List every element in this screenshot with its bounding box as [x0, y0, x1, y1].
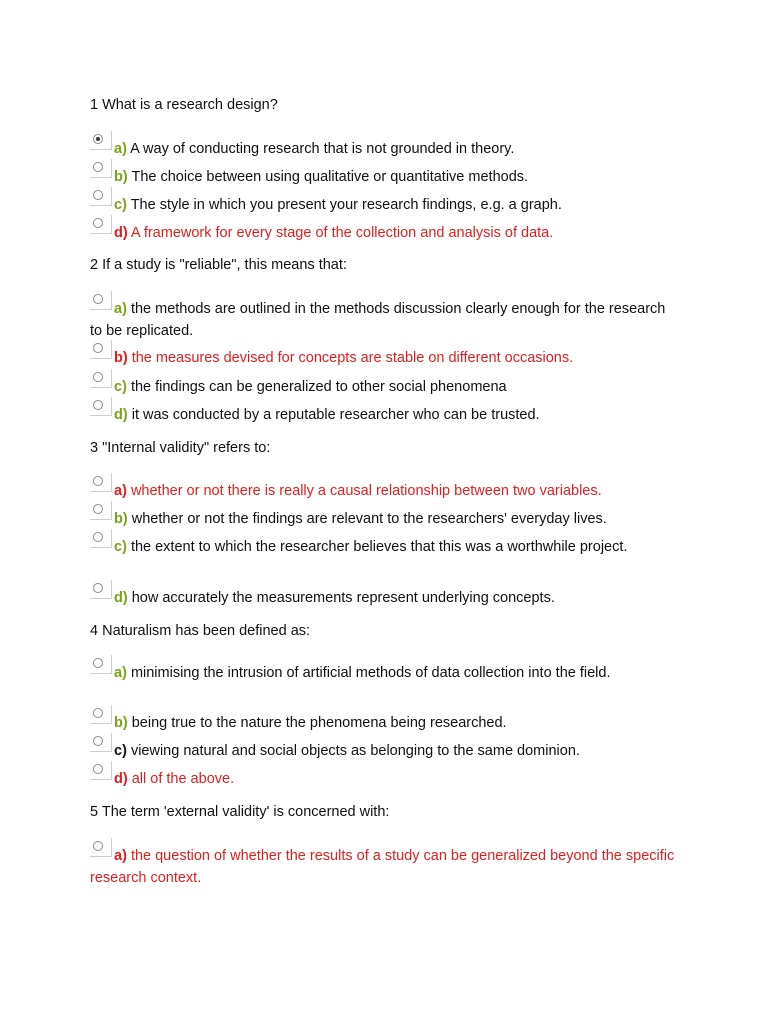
radio-button[interactable] [90, 761, 112, 780]
radio-button[interactable] [90, 580, 112, 599]
radio-selected-dot [96, 137, 100, 141]
radio-button[interactable] [90, 291, 112, 310]
question-5: 5 The term 'external validity' is concerned with: [90, 804, 390, 820]
radio-button[interactable] [90, 733, 112, 752]
option-4b[interactable]: b) being true to the nature the phenomena being researched. [90, 712, 680, 734]
option-4a[interactable]: a) minimising the intrusion of artificial methods of data collection into the field. [90, 662, 680, 684]
option-2d[interactable]: d) it was conducted by a reputable researcher who can be trusted. [90, 404, 680, 426]
option-1a[interactable]: a) A way of conducting research that is not grounded in theory. [90, 138, 680, 160]
option-2b[interactable]: b) the measures devised for concepts are stable on different occasions. [90, 347, 680, 369]
option-1c[interactable]: c) The style in which you present your research findings, e.g. a graph. [90, 194, 680, 216]
option-4d[interactable]: d) all of the above. [90, 768, 680, 790]
radio-button[interactable] [90, 705, 112, 724]
radio-button[interactable] [90, 187, 112, 206]
radio-button[interactable] [90, 529, 112, 548]
option-3c[interactable]: c) the extent to which the researcher believes that this was a worthwhile project. [90, 536, 680, 558]
option-5a[interactable]: a) the question of whether the results of a study can be generalized beyond the specific research context. [90, 845, 680, 889]
option-2c[interactable]: c) the findings can be generalized to other social phenomena [90, 376, 680, 398]
option-3d[interactable]: d) how accurately the measurements represent underlying concepts. [90, 587, 680, 609]
radio-button[interactable] [90, 131, 112, 150]
option-3b[interactable]: b) whether or not the findings are relevant to the researchers' everyday lives. [90, 508, 680, 530]
radio-button[interactable] [90, 369, 112, 388]
option-1d[interactable]: d) A framework for every stage of the collection and analysis of data. [90, 222, 680, 244]
question-3: 3 "Internal validity" refers to: [90, 440, 271, 456]
option-4c[interactable]: c) viewing natural and social objects as belonging to the same dominion. [90, 740, 680, 762]
question-4: 4 Naturalism has been defined as: [90, 623, 311, 639]
question-2: 2 If a study is "reliable", this means that: [90, 257, 347, 273]
radio-button[interactable] [90, 397, 112, 416]
radio-button[interactable] [90, 501, 112, 520]
radio-button[interactable] [90, 159, 112, 178]
option-2a[interactable]: a) the methods are outlined in the methods discussion clearly enough for the research to be replicated. [90, 298, 680, 342]
question-1: 1 What is a research design? [90, 97, 278, 113]
radio-button[interactable] [90, 838, 112, 857]
radio-button[interactable] [90, 340, 112, 359]
radio-button[interactable] [90, 473, 112, 492]
option-3a[interactable]: a) whether or not there is really a causal relationship between two variables. [90, 480, 680, 502]
option-1b[interactable]: b) The choice between using qualitative or quantitative methods. [90, 166, 680, 188]
radio-button[interactable] [90, 215, 112, 234]
radio-button[interactable] [90, 655, 112, 674]
